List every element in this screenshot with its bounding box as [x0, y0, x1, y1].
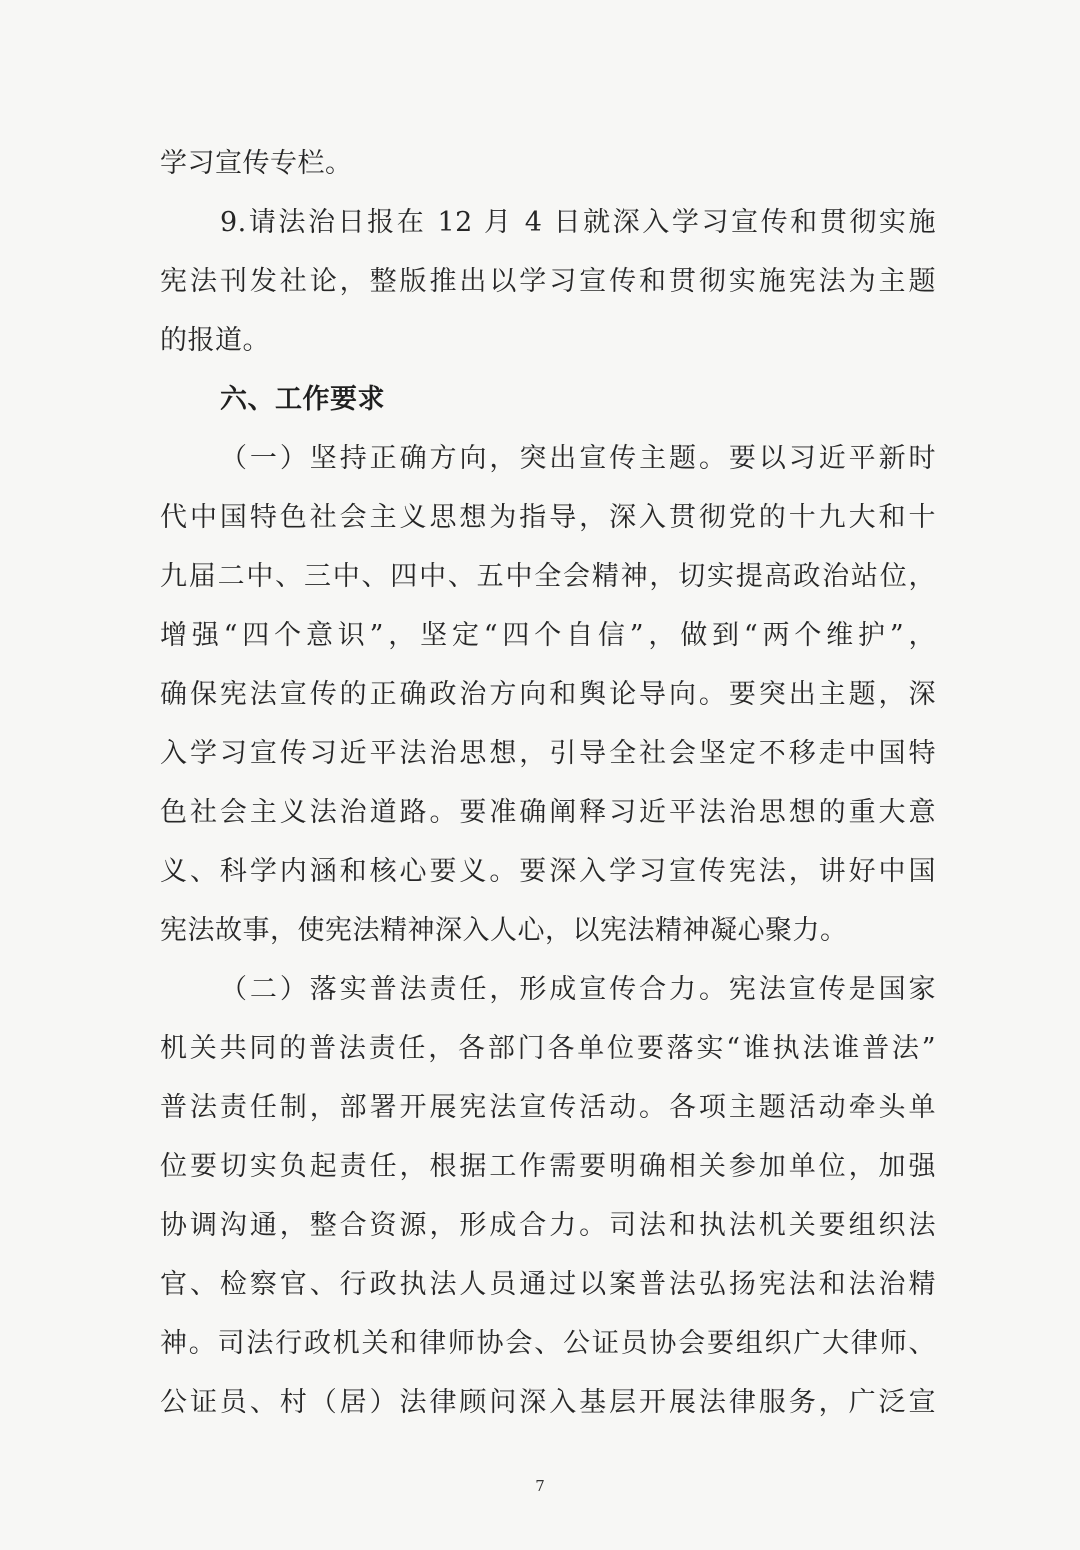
- text-line: 协调沟通，整合资源，形成合力。司法和执法机关要组织法: [160, 1210, 936, 1241]
- text-line: 宪法故事，使宪法精神深入人心，以宪法精神凝心聚力。: [160, 915, 848, 946]
- text-line: 入学习宣传习近平法治思想，引导全社会坚定不移走中国特: [160, 738, 936, 769]
- text-line: 公证员、村（居）法律顾问深入基层开展法律服务，广泛宣: [160, 1387, 936, 1418]
- text-line: 的报道。: [160, 325, 270, 356]
- text-line: 确保宪法宣传的正确政治方向和舆论导向。要突出主题，深: [160, 679, 936, 710]
- text-line: 九届二中、三中、四中、五中全会精神，切实提高政治站位，: [160, 561, 936, 592]
- body-text: [160, 134, 936, 1432]
- text-line: 代中国特色社会主义思想为指导，深入贯彻党的十九大和十: [160, 502, 936, 533]
- paragraph-requirement-2: [160, 960, 936, 1432]
- paragraph-item-9: [160, 193, 936, 370]
- paragraph-continuation: [160, 134, 936, 193]
- paragraph-requirement-1: [160, 429, 936, 960]
- text-line: 义、科学内涵和核心要义。要深入学习宣传宪法，讲好中国: [160, 856, 936, 887]
- text-line: （一）坚持正确方向，突出宣传主题。要以习近平新时: [220, 443, 936, 474]
- text-line: 机关共同的普法责任，各部门各单位要落实“谁执法谁普法”: [160, 1033, 936, 1064]
- section-heading: 六、工作要求: [220, 384, 385, 415]
- text-line: （二）落实普法责任，形成宣传合力。宪法宣传是国家: [220, 974, 936, 1005]
- text-line: 普法责任制，部署开展宪法宣传活动。各项主题活动牵头单: [160, 1092, 936, 1123]
- text-line: 9.请法治日报在 12 月 4 日就深入学习宣传和贯彻实施: [220, 207, 936, 238]
- text-line: 位要切实负起责任，根据工作需要明确相关参加单位，加强: [160, 1151, 936, 1182]
- page-number: 7: [535, 1477, 545, 1495]
- text-line: 宪法刊发社论，整版推出以学习宣传和贯彻实施宪法为主题: [160, 266, 936, 297]
- text-line: 色社会主义法治道路。要准确阐释习近平法治思想的重大意: [160, 797, 936, 828]
- text-line: 官、检察官、行政执法人员通过以案普法弘扬宪法和法治精: [160, 1269, 936, 1300]
- text-line: 增强“四个意识”，坚定“四个自信”，做到“两个维护”，: [160, 620, 936, 651]
- text-line: 神。司法行政机关和律师协会、公证员协会要组织广大律师、: [160, 1328, 936, 1359]
- text-line: 学习宣传专栏。: [160, 148, 353, 179]
